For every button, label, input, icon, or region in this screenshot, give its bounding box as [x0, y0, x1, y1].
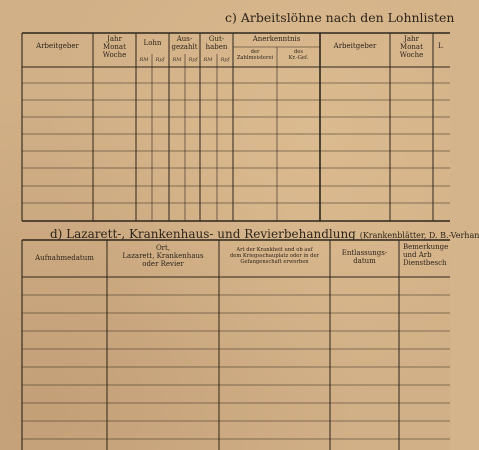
d-header-aufnahmedatum: Aufnahmedatum: [35, 254, 94, 262]
d-header-ort-line: Ort,: [155, 244, 171, 252]
d-header-ort-line: oder Revier: [142, 259, 184, 268]
c-header-anerkenntnis: Anerkenntnis: [252, 35, 301, 43]
c-header-jahr-2: [390, 36, 433, 59]
d-header-bemerkungen: [399, 244, 450, 267]
c-unit-rm: RM: [203, 57, 213, 63]
c-header-anerk-zahlmeisterei: [233, 49, 277, 61]
c-header-jahr-2-line: Monat: [400, 42, 423, 51]
c-unit-rpf: Rpf: [155, 57, 165, 63]
c-header-jahr-2-line: Jahr: [404, 35, 419, 43]
c-unit-rm: RM: [172, 57, 182, 63]
c-header-anerk-sub-line: Kr.-Gef.: [288, 55, 309, 62]
c-header-guthaben-line: Gut-: [208, 35, 225, 43]
c-header-anerk-krgef: [277, 49, 320, 61]
c-row-lines: [22, 83, 450, 203]
c-header-guthaben-line: haben: [205, 42, 228, 51]
c-unit-rm: RM: [139, 57, 149, 63]
c-header-lohn: Lohn: [143, 39, 162, 47]
d-header-entlassung-line: datum: [353, 256, 376, 265]
c-header-jahr-line: Jahr: [107, 35, 122, 43]
c-header-anerk-sub-line: Zahlmeisterei: [236, 55, 274, 62]
d-header-art-line: Gefangenschaft erworben: [240, 259, 309, 266]
d-header-art-line: Art der Krankheit und ob auf: [236, 247, 313, 253]
c-header-arbeitgeber: Arbeitgeber: [36, 42, 79, 50]
c-header-jahr-line: Monat: [103, 42, 126, 51]
c-header-jahr: [93, 36, 136, 59]
d-header-ort: [107, 245, 219, 268]
section-d-title-text: d) Lazarett-, Krankenhaus- und Revierbehandlung: [50, 227, 356, 241]
c-unit-rpf: Rpf: [188, 57, 198, 63]
c-header-ausgezahlt-line: gezahlt: [171, 42, 198, 51]
c-header-ausgezahlt: [169, 36, 200, 52]
section-d-title: [50, 227, 479, 241]
c-header-guthaben: [200, 36, 233, 52]
d-header-entlassung-line: Entlassungs-: [341, 249, 388, 257]
d-row-lines: [22, 295, 450, 439]
d-header-entlassungsdatum: [330, 250, 399, 266]
section-c-title: c) Arbeitslöhne nach den Lohnlisten: [225, 10, 455, 25]
c-header-jahr-2-line: Woche: [399, 50, 424, 59]
section-d-subtitle: (Krankenblätter, D. B.-Verhan: [359, 231, 479, 240]
d-header-art-der-krankheit: [219, 247, 330, 266]
c-header-ausgezahlt-line: Aus-: [176, 35, 193, 43]
d-header-bemerkungen-line: und Arb: [403, 250, 432, 259]
c-header-arbeitgeber-2: Arbeitgeber: [333, 42, 377, 50]
d-header-bemerkungen-line: Dienstbesch: [403, 258, 447, 267]
c-header-lohn-2-partial: L: [438, 42, 443, 50]
c-header-anerk-sub-line: der: [250, 49, 260, 55]
c-header-jahr-line: Woche: [102, 50, 127, 59]
d-header-ort-line: Lazarett, Krankenhaus: [122, 251, 204, 260]
d-header-bemerkungen-line: Bemerkunge: [403, 243, 449, 251]
c-header-anerk-sub-line: des: [293, 49, 304, 55]
c-unit-rpf: Rpf: [220, 57, 230, 63]
d-header-art-line: dem Kriegsschauplatz oder in der: [229, 253, 320, 260]
